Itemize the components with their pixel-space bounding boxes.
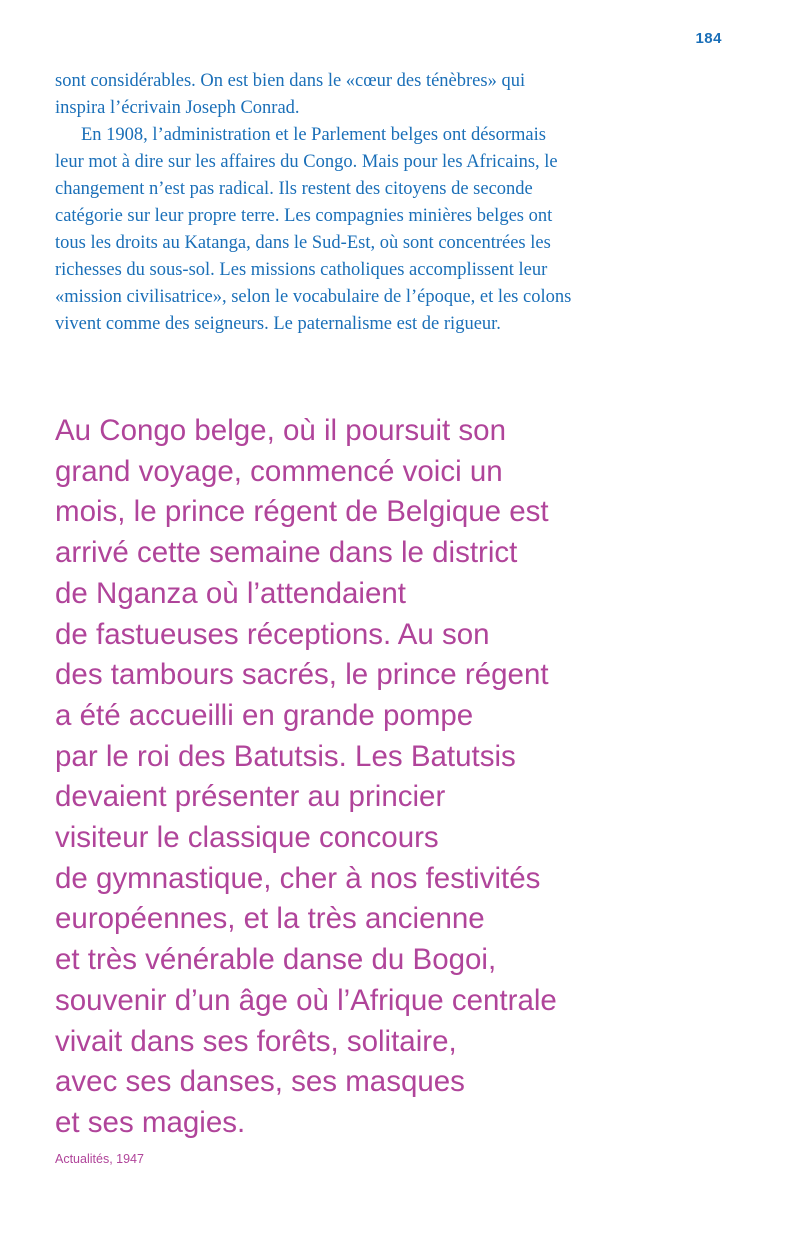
quote-line: et ses magies. xyxy=(55,1105,246,1139)
quote-line: a été accueilli en grande pompe xyxy=(55,698,474,732)
quote-line: vivait dans ses forêts, solitaire, xyxy=(55,1024,457,1058)
quote-line: européennes, et la très ancienne xyxy=(55,902,485,936)
page-number: 184 xyxy=(695,30,722,47)
quote-line: souvenir d’un âge où l’Afrique centrale xyxy=(55,983,557,1017)
quote-line: arrivé cette semaine dans le district xyxy=(55,536,518,570)
body-paragraph-2: En 1908, l’administration et le Parlement belges ont désormais leur mot à dire sur les affaires du Congo. Mais pour les Africains, le changement n’est pas radical. Ils restent des citoyens de seconde catégorie sur leur propre terre. Les compagnies minières belges ont tous les droits au Katanga, dans le Sud-Est, où sont concentrées les richesses du sous-sol. Les missions catholiques accomplissent leur «mission civilisatrice», selon le vocabulaire de l’époque, et les colons vivent comme des seigneurs. Le paternalisme est de rigueur. xyxy=(55,125,572,334)
quote-line: grand voyage, commencé voici un xyxy=(55,454,503,488)
body-paragraph-1: sont considérables. On est bien dans le «cœur des ténèbres» qui inspira l’écrivain Joseph Conrad. xyxy=(55,71,526,118)
quote-line: et très vénérable danse du Bogoi, xyxy=(55,943,497,977)
quote-line: de Nganza où l’attendaient xyxy=(55,576,406,610)
quote-source: Actualités, 1947 xyxy=(55,1152,144,1166)
quote-line: devaient présenter au princier xyxy=(55,780,446,814)
body-text xyxy=(55,68,575,338)
quote-line: des tambours sacrés, le prince régent xyxy=(55,658,549,692)
quote-line: de fastueuses réceptions. Au son xyxy=(55,617,490,651)
quote-line: mois, le prince régent de Belgique est xyxy=(55,495,549,529)
quote-line: Au Congo belge, où il poursuit son xyxy=(55,414,506,447)
quote-line: visiteur le classique concours xyxy=(55,821,439,855)
pull-quote xyxy=(55,411,595,1144)
quote-line: par le roi des Batutsis. Les Batutsis xyxy=(55,739,516,773)
quote-line: de gymnastique, cher à nos festivités xyxy=(55,861,541,895)
quote-line: avec ses danses, ses masques xyxy=(55,1065,465,1099)
